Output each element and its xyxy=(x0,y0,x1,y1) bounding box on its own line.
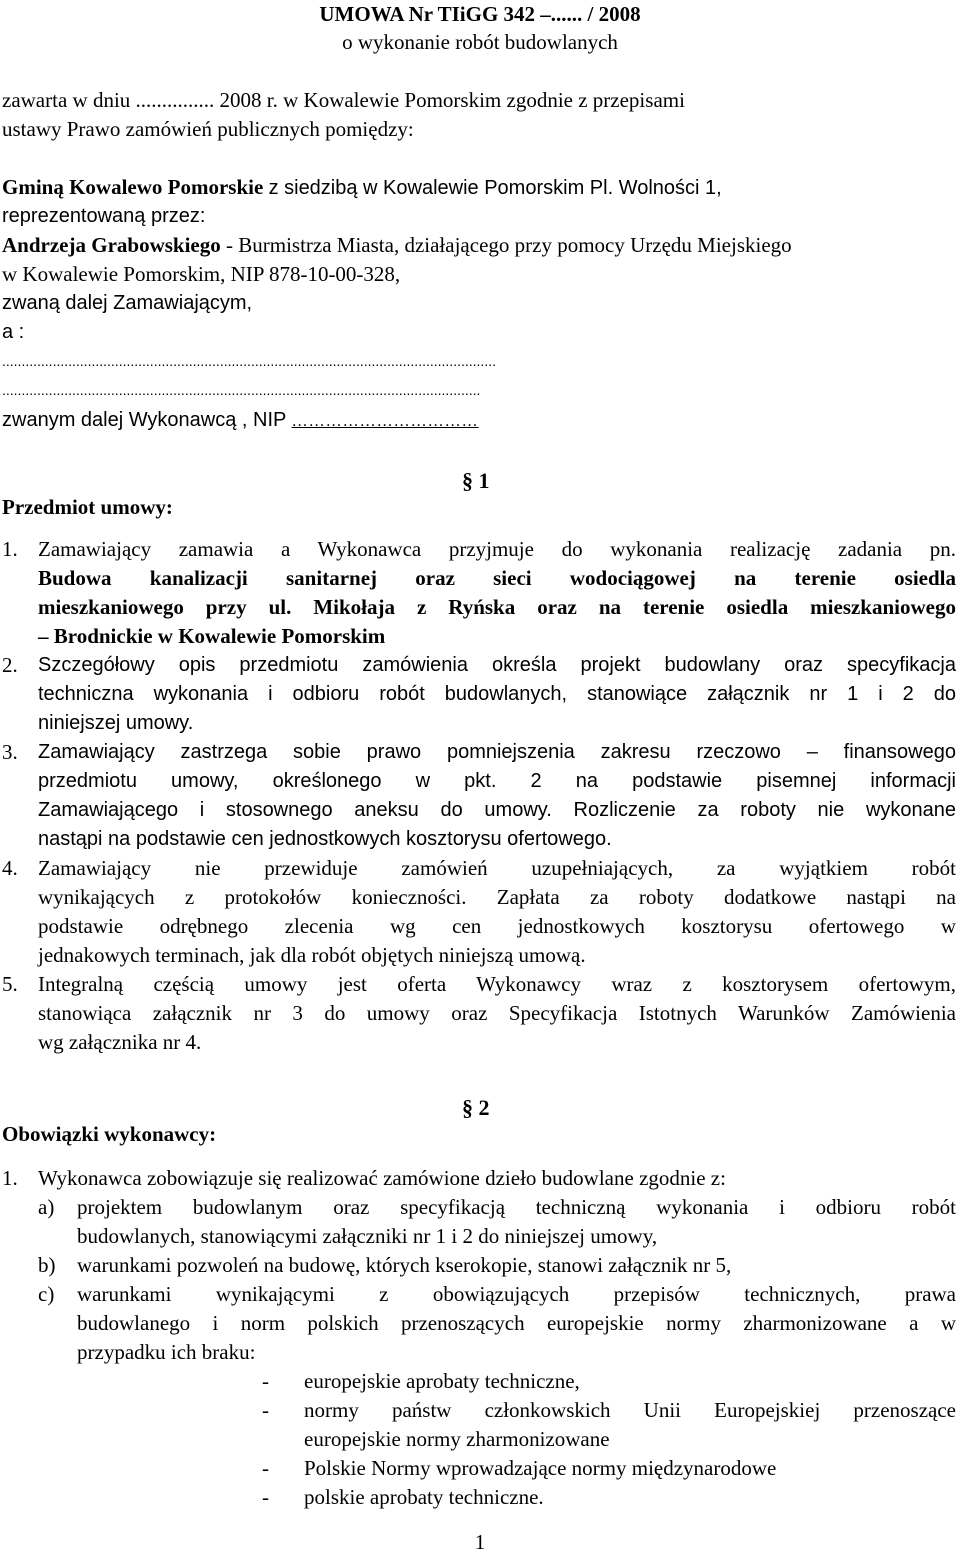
party1-represented-by: reprezentowaną przez: xyxy=(2,205,206,227)
section-2-subitem-label: a) xyxy=(38,1195,55,1219)
section-1-item-line: Szczegółowy opis przedmiotu zamówienia określa projekt budowlany oraz specyfikacja xyxy=(38,654,956,676)
dash-bullet: - xyxy=(262,1485,269,1509)
section-1-item-line: niniejszej umowy. xyxy=(38,712,194,734)
section-1-item-number: 4. xyxy=(2,856,18,880)
page-number: 1 xyxy=(474,1530,486,1554)
section-2-marker: § 2 xyxy=(462,1095,490,1120)
section-1-item-line: Zamawiający zamawia a Wykonawca przyjmuje do wykonania realizację zadania pn. xyxy=(38,537,956,561)
party1-representative xyxy=(2,231,958,260)
section-1-item-number: 1. xyxy=(2,537,18,561)
contract-title: UMOWA Nr TIiGG 342 –...... / 2008 xyxy=(319,2,641,26)
contractor-nip-blank: …………………………… xyxy=(291,413,479,430)
section-2-subitem-line: przypadku ich braku: xyxy=(77,1340,256,1364)
section-2-subitem-line: budowlanego i norm polskich przenoszących europejskie normy zharmonizowane a w xyxy=(77,1311,956,1335)
section-1-item-line: wynikających z protokołów konieczności. Zapłata za roboty dodatkowe nastąpi na xyxy=(38,885,956,909)
contractor-called: zwanym dalej Wykonawcą , NIP xyxy=(2,409,287,431)
section-2-subitem-line: warunkami pozwoleń na budowę, których kserokopie, stanowi załącznik nr 5, xyxy=(77,1253,732,1277)
intro-line-2: ustawy Prawo zamówień publicznych pomiędzy: xyxy=(2,117,414,141)
section-2-subitem-line: warunkami wynikającymi z obowiązujących przepisów technicznych, prawa xyxy=(77,1282,956,1306)
section-1-item-line: techniczna wykonania i odbioru robót budowlanych, stanowiące załącznik nr 1 i 2 do xyxy=(38,683,956,705)
representative-name: Andrzeja Grabowskiego xyxy=(2,233,221,257)
section-1-item-line: nastąpi na podstawie cen jednostkowych kosztorysu ofertowego. xyxy=(38,828,612,850)
section-1-item-line: jednakowych terminach, jak dla robót objętych niniejszą umową. xyxy=(38,943,586,967)
section-2-subitem-label: b) xyxy=(38,1253,56,1277)
party1-seat: z siedzibą w Kowalewie Pomorskim Pl. Wolności 1, xyxy=(268,177,722,199)
section-1-item-line: wg załącznika nr 4. xyxy=(38,1030,202,1054)
section-1-item-number: 3. xyxy=(2,740,18,764)
item-text: Wykonawca zobowiązuje się realizować zamówione dzieło budowlane zgodnie z: xyxy=(38,1166,726,1190)
section-1-item-line: Zamawiający zastrzega sobie prawo pomniejszenia zakresu rzeczowo – finansowego xyxy=(38,741,956,763)
section-1-marker: § 1 xyxy=(462,468,490,493)
section-1-item-line: podstawie odrębnego zlecenia wg cen jednostkowych kosztorysu ofertowego w xyxy=(38,914,956,938)
party1-name: Gminą Kowalewo Pomorskie xyxy=(2,175,264,199)
contractor-line xyxy=(2,405,479,436)
contractor-dots-1: ............................................................................................................................... xyxy=(2,353,496,369)
dash-item-line: europejskie aprobaty techniczne, xyxy=(304,1369,580,1393)
section-1-item-line: Budowa kanalizacji sanitarnej oraz sieci wodociągowej na terenie osiedla xyxy=(38,566,956,590)
section-1-item-line: Integralną częścią umowy jest oferta Wykonawcy wraz z kosztorysem ofertowym, xyxy=(38,972,956,996)
dash-item-line: europejskie normy zharmonizowane xyxy=(304,1427,610,1451)
section-2-subitem-line: budowlanych, stanowiącymi załączniki nr 1 i 2 do niniejszej umowy, xyxy=(77,1224,658,1248)
item-number: 1. xyxy=(2,1166,18,1190)
section-1-item-line: – Brodnickie w Kowalewie Pomorskim xyxy=(38,624,386,648)
section-1-item-line: Zamawiający nie przewiduje zamówień uzupełniających, za wyjątkiem robót xyxy=(38,856,956,880)
dash-bullet: - xyxy=(262,1369,269,1393)
dash-item-line: Polskie Normy wprowadzające normy międzynarodowe xyxy=(304,1456,777,1480)
dash-bullet: - xyxy=(262,1398,269,1422)
section-1-item-line: stanowiąca załącznik nr 3 do umowy oraz Specyfikacja Istotnych Warunków Zamówienia xyxy=(38,1001,956,1025)
party1-called: zwaną dalej Zamawiającym, xyxy=(2,292,253,314)
section-1-heading: Przedmiot umowy: xyxy=(2,495,173,519)
contract-subtitle: o wykonanie robót budowlanych xyxy=(342,30,618,54)
representative-role: - Burmistrza Miasta, działającego przy pomocy Urzędu Miejskiego xyxy=(226,233,792,257)
contractor-dots-2: ........................................................................................................................... xyxy=(2,382,481,398)
section-1-item-number: 5. xyxy=(2,972,18,996)
dash-bullet: - xyxy=(262,1456,269,1480)
section-1-item-line: przedmiotu umowy, określonego w pkt. 2 na podstawie pisemnej informacji xyxy=(38,770,956,792)
dash-item-line: polskie aprobaty techniczne. xyxy=(304,1485,544,1509)
party1-nip: w Kowalewie Pomorskim, NIP 878-10-00-328, xyxy=(2,262,401,286)
section-1-item-line: mieszkaniowego przy ul. Mikołaja z Ryńska oraz na terenie osiedla mieszkaniowego xyxy=(38,595,956,619)
section-2-subitem-line: projektem budowlanym oraz specyfikacją techniczną wykonania i odbioru robót xyxy=(77,1195,956,1219)
intro-line-1: zawarta w dniu ............... 2008 r. w Kowalewie Pomorskim zgodnie z przepisami xyxy=(2,88,685,112)
section-1-item-line: Zamawiającego i stosownego aneksu do umowy. Rozliczenie za roboty nie wykonane xyxy=(38,799,956,821)
section-2-subitem-label: c) xyxy=(38,1282,55,1306)
section-2-heading: Obowiązki wykonawcy: xyxy=(2,1122,217,1146)
party1-and: a : xyxy=(2,321,25,343)
party1-line-1 xyxy=(2,173,958,203)
section-2-item-1 xyxy=(2,1164,726,1193)
dash-item-line: normy państw członkowskich Unii Europejskiej przenoszące xyxy=(304,1398,956,1422)
section-1-item-number: 2. xyxy=(2,653,18,677)
